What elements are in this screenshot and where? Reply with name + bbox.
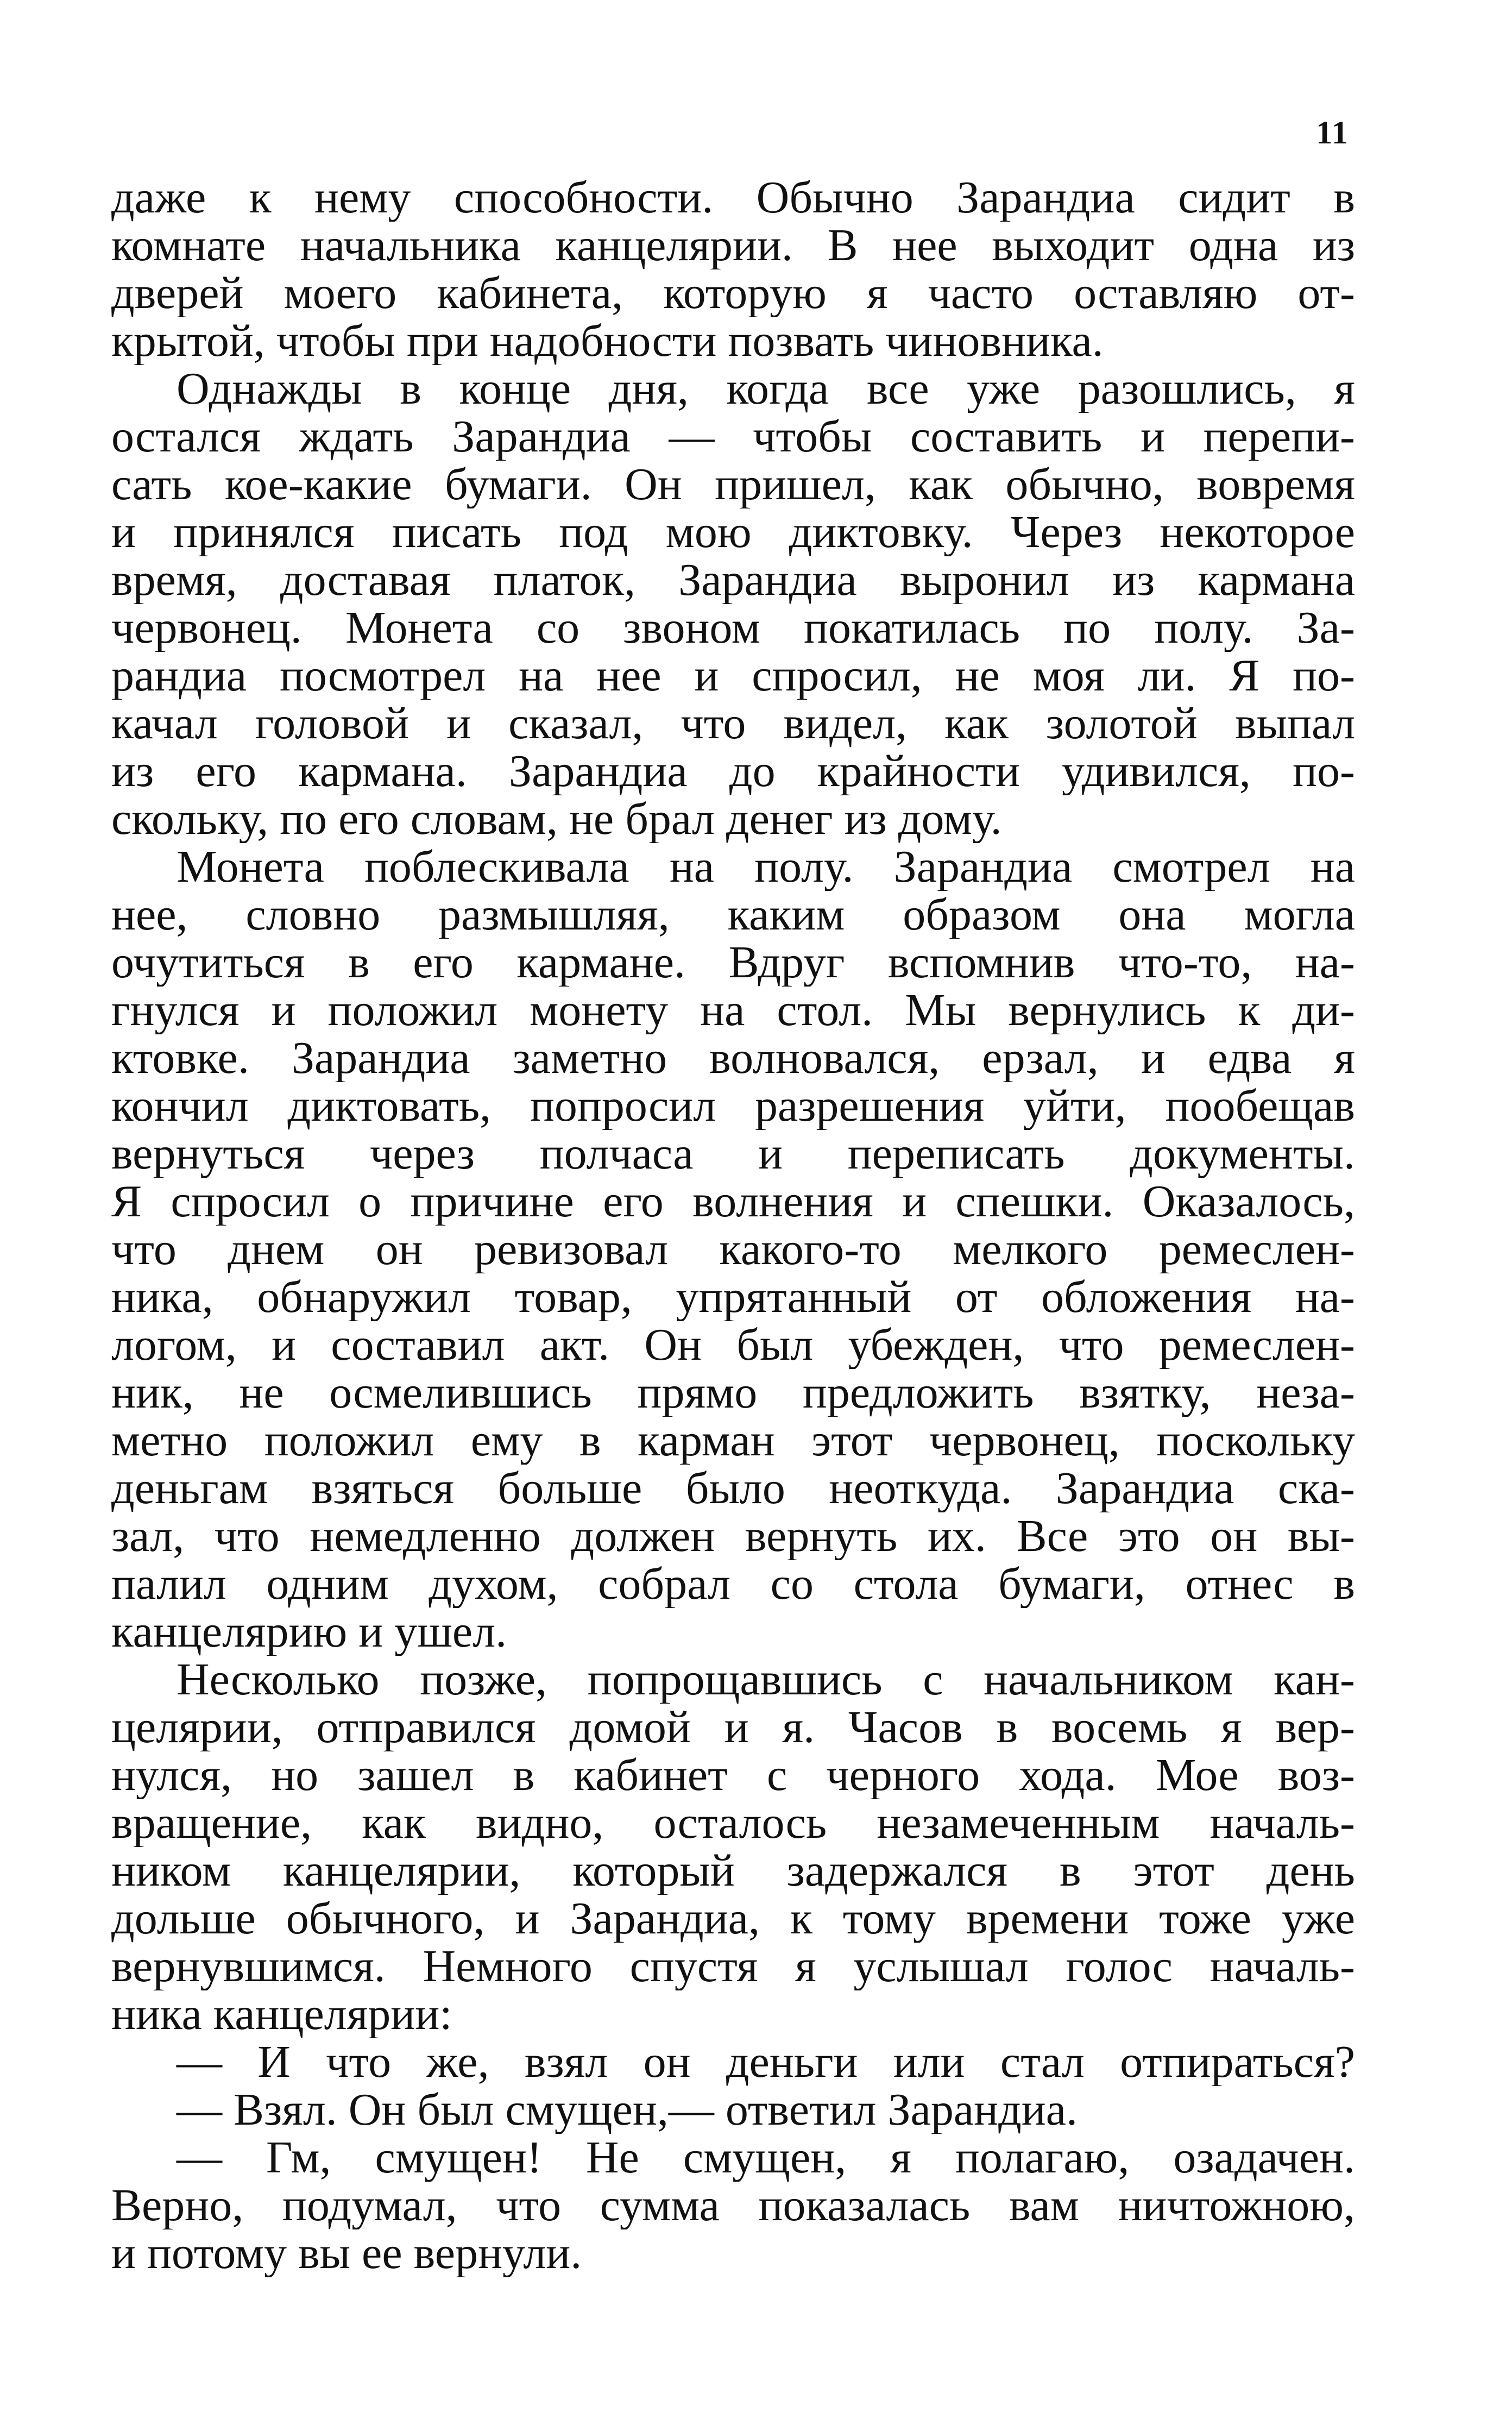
text-line: ктовке. Зарандиа заметно волновался, ерзал, и едва я (111, 1034, 1355, 1082)
text-line: гнулся и положил монету на стол. Мы вернулись к ди- (111, 987, 1355, 1034)
text-line: что днем он ревизовал какого-то мелкого ремеслен- (111, 1226, 1355, 1273)
text-line: Я спросил о причине его волнения и спешки. Оказалось, (111, 1178, 1355, 1226)
text-line: остался ждать Зарандиа — чтобы составить и перепи- (111, 413, 1355, 461)
text-line: сать кое-какие бумаги. Он пришел, как обычно, вовремя (111, 461, 1355, 508)
text-line: вернуться через полчаса и переписать документы. (111, 1130, 1355, 1178)
text-line: Монета поблескивала на полу. Зарандиа смотрел на (177, 843, 1355, 891)
text-line: и потому вы ее вернули. (111, 2229, 582, 2277)
text-line: дольше обычного, и Зарандиа, к тому времени тоже уже (111, 1895, 1355, 1943)
text-line: ником канцелярии, который задержался в этот день (111, 1847, 1355, 1895)
text-line: кончил диктовать, попросил разрешения уйти, пообещав (111, 1082, 1355, 1130)
text-line: червонец. Монета со звоном покатилась по полу. За- (111, 604, 1355, 652)
text-line: нулся, но зашел в кабинет с черного хода. Мое воз- (111, 1751, 1355, 1799)
text-line: — Взял. Он был смущен,— ответил Зарандиа. (177, 2086, 1078, 2134)
text-line: комнате начальника канцелярии. В нее выходит одна из (111, 222, 1355, 269)
text-line: дверей моего кабинета, которую я часто оставляю от- (111, 269, 1355, 317)
text-line: нее, словно размышляя, каким образом она могла (111, 891, 1355, 939)
text-line: вращение, как видно, осталось незамеченным началь- (111, 1799, 1355, 1847)
text-line: Однажды в конце дня, когда все уже разошлись, я (177, 365, 1355, 413)
text-line: скольку, по его словам, не брал денег из дому. (111, 795, 1002, 843)
text-line: очутиться в его кармане. Вдруг вспомнив что-то, на- (111, 939, 1355, 987)
text-line: время, доставая платок, Зарандиа выронил из кармана (111, 556, 1355, 604)
text-line: палил одним духом, собрал со стола бумаги, отнес в (111, 1560, 1355, 1608)
text-line: деньгам взяться больше было неоткуда. Зарандиа ска- (111, 1465, 1355, 1512)
text-line: — Гм, смущен! Не смущен, я полагаю, озадачен. (177, 2134, 1355, 2182)
text-line: канцелярию и ушел. (111, 1608, 507, 1656)
text-line: целярии, отправился домой и я. Часов в восемь я вер- (111, 1704, 1355, 1751)
page-number: 11 (1316, 115, 1349, 150)
text-line: Несколько позже, попрощавшись с начальником кан- (177, 1656, 1355, 1704)
text-line: ника, обнаружил товар, упрятанный от обложения на- (111, 1273, 1355, 1321)
text-line: вернувшимся. Немного спустя я услышал голос началь- (111, 1943, 1355, 1990)
text-line: ник, не осмелившись прямо предложить взятку, неза- (111, 1369, 1355, 1417)
text-line: рандиа посмотрел на нее и спросил, не моя ли. Я по- (111, 652, 1355, 700)
body-text (111, 174, 1355, 2277)
text-line: Верно, подумал, что сумма показалась вам ничтожною, (111, 2182, 1355, 2229)
text-line: из его кармана. Зарандиа до крайности удивился, по- (111, 748, 1355, 795)
text-line: и принялся писать под мою диктовку. Через некоторое (111, 508, 1355, 556)
text-line: — И что же, взял он деньги или стал отпираться? (177, 2038, 1355, 2086)
text-line: ника канцелярии: (111, 1990, 452, 2038)
text-line: крытой, чтобы при надобности позвать чиновника. (111, 317, 1104, 365)
text-line: качал головой и сказал, что видел, как золотой выпал (111, 700, 1355, 748)
text-line: зал, что немедленно должен вернуть их. Все это он вы- (111, 1512, 1355, 1560)
text-line: даже к нему способности. Обычно Зарандиа сидит в (111, 174, 1355, 222)
text-line: метно положил ему в карман этот червонец, поскольку (111, 1417, 1355, 1465)
text-line: логом, и составил акт. Он был убежден, что ремеслен- (111, 1321, 1355, 1369)
